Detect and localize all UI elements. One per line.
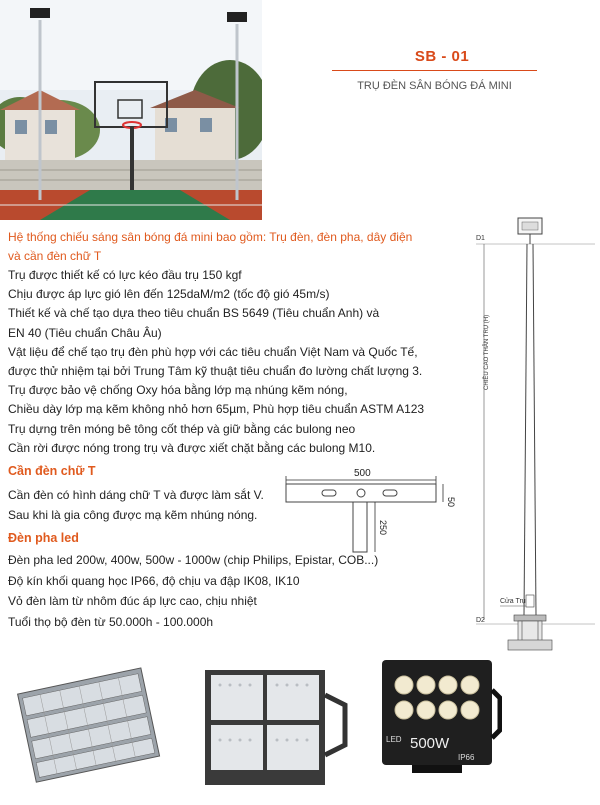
flood-line: Độ kín khối quang học IP66, độ chịu va đập IK08, IK10 bbox=[8, 573, 300, 588]
spec-line: Chịu được áp lực gió lên đến 125daM/m2 (tốc độ gió 45m/s) bbox=[8, 287, 330, 302]
field-photo bbox=[0, 0, 262, 220]
title-rule bbox=[332, 70, 537, 71]
lamp-wattage: 500W bbox=[410, 735, 450, 752]
spec-line: Thiết kế và chế tạo dựa theo tiêu chuẩn BS 5649 (Tiêu chuẩn Anh) và bbox=[8, 306, 380, 321]
arm-desc bbox=[8, 485, 264, 525]
flood-line: Đèn pha led 200w, 400w, 500w - 1000w (chip Philips, Epistar, COB...) bbox=[8, 553, 379, 567]
height-label: CHIỀU CAO THÂN TRỤ (H) bbox=[484, 314, 490, 390]
arm-heading: Cần đèn chữ T bbox=[8, 464, 96, 478]
spec-line: EN 40 (Tiêu chuẩn Châu Âu) bbox=[8, 325, 162, 340]
pole-diagram bbox=[470, 210, 600, 660]
spec-line: Vật liệu để chế tạo trụ đèn phù hợp với các tiêu chuẩn Việt Nam và Quốc Tế, bbox=[8, 344, 418, 359]
arm-height-label: 50 bbox=[446, 497, 456, 508]
flood-desc bbox=[8, 550, 378, 632]
flood-line: Tuổi thọ bộ đèn từ 50.000h - 100.000h bbox=[8, 614, 214, 629]
spec-line: Trụ được bảo vệ chống Oxy hóa bằng lớp mạ nhúng kẽm nóng, bbox=[8, 383, 348, 398]
flood-light-image-2 bbox=[185, 655, 360, 800]
lamp-brand: LED bbox=[386, 735, 402, 744]
intro-text: Hệ thống chiếu sáng sân bóng đá mini bao gồm: Trụ đèn, đèn pha, dây điện và cần đèn chữ T bbox=[8, 230, 413, 263]
spec-line: Trụ được thiết kế có lực kéo đầu trụ 150 kgf bbox=[8, 268, 242, 282]
spec-line: được thử nhiệm tại bởi Trung Tâm kỹ thuật tiêu chuẩn đo lường chất lượng 3. bbox=[8, 364, 423, 379]
spec-line: Cần rời được nóng trong trụ và được xiết chặt bằng các bulong M10. bbox=[8, 440, 376, 455]
flood-line: Vỏ đèn làm từ nhôm đúc áp lực cao, chịu nhiệt bbox=[8, 594, 257, 608]
flood-light-image-3 bbox=[372, 650, 502, 800]
d1-label: D1 bbox=[476, 235, 485, 242]
product-subtitle: TRỤ ĐÈN SÂN BÓNG ĐÁ MINI bbox=[357, 80, 512, 92]
flood-heading: Đèn pha led bbox=[8, 531, 79, 545]
t-arm-diagram bbox=[278, 462, 458, 562]
arm-line: Sau khi là gia công được mạ kẽm nhúng nóng. bbox=[8, 508, 258, 522]
arm-stem-label: 250 bbox=[378, 520, 388, 536]
flood-light-image-1 bbox=[8, 655, 170, 800]
spec-line: Chiều dày lớp mạ kẽm không nhỏ hơn 65µm, Phù hợp tiêu chuẩn ASTM A123 bbox=[8, 402, 425, 417]
lamp-ip: IP66 bbox=[458, 753, 475, 762]
arm-line: Cần đèn có hình dáng chữ T và được làm sắt V. bbox=[8, 488, 264, 502]
arm-length-label: 500 bbox=[354, 468, 371, 479]
pole-spec-list bbox=[8, 266, 428, 458]
product-code: SB - 01 bbox=[414, 48, 470, 65]
spec-line: Trụ dựng trên móng bê tông cốt thép và giữ bằng các bulong neo bbox=[8, 421, 356, 436]
door-label: Cửa Trụ bbox=[500, 598, 526, 605]
d2-label: D2 bbox=[476, 617, 485, 624]
